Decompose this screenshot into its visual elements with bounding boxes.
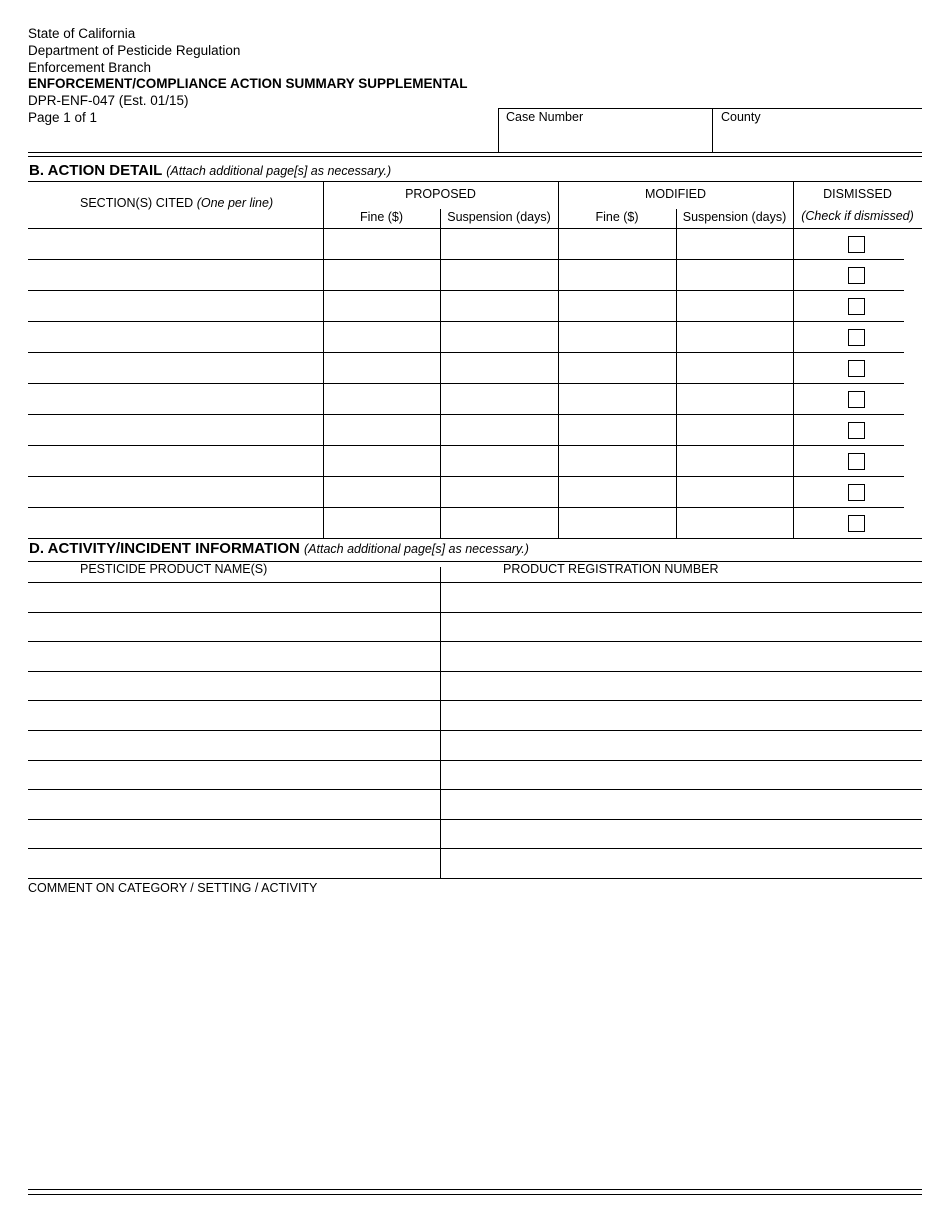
proposed-suspension-cell[interactable] bbox=[440, 228, 558, 259]
product-name-cell[interactable] bbox=[28, 848, 440, 878]
state-label: State of California bbox=[28, 26, 136, 41]
section-cited-cell[interactable] bbox=[28, 476, 323, 507]
proposed-fine-cell[interactable] bbox=[323, 414, 440, 445]
registration-number-cell[interactable] bbox=[440, 671, 922, 701]
section-d-bottom-rule bbox=[28, 878, 922, 879]
footer-divider bbox=[28, 1189, 922, 1190]
product-name-cell[interactable] bbox=[28, 582, 440, 612]
product-name-cell[interactable] bbox=[28, 760, 440, 790]
proposed-suspension-header: Suspension (days) bbox=[447, 210, 551, 224]
header-divider bbox=[28, 152, 922, 153]
modified-fine-header: Fine ($) bbox=[595, 210, 639, 224]
section-b-bottom-rule bbox=[28, 538, 922, 539]
department-label: Department of Pesticide Regulation bbox=[28, 43, 241, 58]
proposed-suspension-cell[interactable] bbox=[440, 383, 558, 414]
product-name-cell[interactable] bbox=[28, 730, 440, 760]
section-b-heading: B. ACTION DETAIL bbox=[29, 162, 163, 179]
dismissed-checkbox[interactable] bbox=[848, 453, 865, 470]
modified-suspension-cell[interactable] bbox=[676, 507, 793, 538]
section-cited-cell[interactable] bbox=[28, 507, 323, 538]
sections-cited-note: (One per line) bbox=[196, 196, 274, 210]
dismissed-checkbox[interactable] bbox=[848, 391, 865, 408]
modified-suspension-cell[interactable] bbox=[676, 228, 793, 259]
registration-number-cell[interactable] bbox=[440, 760, 922, 790]
proposed-header: PROPOSED bbox=[405, 187, 476, 201]
section-b-note: (Attach additional page[s] as necessary.) bbox=[166, 164, 392, 178]
registration-number-cell[interactable] bbox=[440, 612, 922, 642]
proposed-fine-cell[interactable] bbox=[323, 507, 440, 538]
branch-label: Enforcement Branch bbox=[28, 60, 152, 75]
proposed-fine-cell[interactable] bbox=[323, 445, 440, 476]
modified-fine-cell[interactable] bbox=[558, 321, 676, 352]
sections-cited-label: SECTION(S) CITED bbox=[80, 196, 194, 210]
modified-suspension-cell[interactable] bbox=[676, 414, 793, 445]
proposed-fine-cell[interactable] bbox=[323, 352, 440, 383]
modified-fine-cell[interactable] bbox=[558, 507, 676, 538]
section-cited-cell[interactable] bbox=[28, 290, 323, 321]
proposed-suspension-cell[interactable] bbox=[440, 321, 558, 352]
proposed-fine-cell[interactable] bbox=[323, 476, 440, 507]
county-field[interactable] bbox=[713, 108, 922, 152]
modified-fine-cell[interactable] bbox=[558, 476, 676, 507]
modified-fine-cell[interactable] bbox=[558, 383, 676, 414]
proposed-suspension-cell[interactable] bbox=[440, 290, 558, 321]
modified-suspension-header: Suspension (days) bbox=[682, 210, 787, 224]
registration-number-cell[interactable] bbox=[440, 700, 922, 730]
form-id: DPR-ENF-047 (Est. 01/15) bbox=[28, 93, 189, 108]
comment-field[interactable] bbox=[28, 898, 922, 1186]
proposed-fine-cell[interactable] bbox=[323, 321, 440, 352]
section-b-top-rule bbox=[28, 181, 922, 182]
proposed-suspension-cell[interactable] bbox=[440, 414, 558, 445]
product-name-header: PESTICIDE PRODUCT NAME(S) bbox=[80, 562, 268, 576]
section-cited-cell[interactable] bbox=[28, 352, 323, 383]
section-d-heading: D. ACTIVITY/INCIDENT INFORMATION bbox=[29, 540, 300, 557]
proposed-suspension-cell[interactable] bbox=[440, 507, 558, 538]
modified-suspension-cell[interactable] bbox=[676, 259, 793, 290]
proposed-suspension-cell[interactable] bbox=[440, 352, 558, 383]
modified-suspension-cell[interactable] bbox=[676, 445, 793, 476]
section-cited-cell[interactable] bbox=[28, 259, 323, 290]
county-label: County bbox=[721, 110, 761, 124]
modified-header: MODIFIED bbox=[644, 187, 707, 201]
registration-number-cell[interactable] bbox=[440, 730, 922, 760]
section-cited-cell[interactable] bbox=[28, 414, 323, 445]
proposed-fine-header: Fine ($) bbox=[359, 210, 404, 224]
dismissed-header: DISMISSED bbox=[823, 187, 892, 201]
section-cited-cell[interactable] bbox=[28, 228, 323, 259]
registration-number-cell[interactable] bbox=[440, 848, 922, 878]
dismissed-note: (Check if dismissed) bbox=[801, 209, 914, 223]
registration-number-cell[interactable] bbox=[440, 582, 922, 612]
modified-fine-cell[interactable] bbox=[558, 290, 676, 321]
col-divider bbox=[793, 181, 794, 538]
dismissed-checkbox[interactable] bbox=[848, 298, 865, 315]
product-name-cell[interactable] bbox=[28, 671, 440, 701]
dismissed-checkbox[interactable] bbox=[848, 484, 865, 501]
proposed-suspension-cell[interactable] bbox=[440, 476, 558, 507]
proposed-suspension-cell[interactable] bbox=[440, 259, 558, 290]
modified-fine-cell[interactable] bbox=[558, 259, 676, 290]
modified-fine-cell[interactable] bbox=[558, 445, 676, 476]
dismissed-checkbox[interactable] bbox=[848, 422, 865, 439]
header-divider-2 bbox=[28, 156, 922, 157]
modified-suspension-cell[interactable] bbox=[676, 321, 793, 352]
dismissed-checkbox[interactable] bbox=[848, 360, 865, 377]
page-indicator: Page 1 of 1 bbox=[28, 110, 98, 125]
registration-number-cell[interactable] bbox=[440, 819, 922, 849]
modified-fine-cell[interactable] bbox=[558, 414, 676, 445]
dismissed-checkbox[interactable] bbox=[848, 515, 865, 532]
registration-header: PRODUCT REGISTRATION NUMBER bbox=[503, 562, 719, 576]
product-name-cell[interactable] bbox=[28, 700, 440, 730]
product-name-cell[interactable] bbox=[28, 612, 440, 642]
section-cited-cell[interactable] bbox=[28, 383, 323, 414]
section-cited-cell[interactable] bbox=[28, 445, 323, 476]
form-title: ENFORCEMENT/COMPLIANCE ACTION SUMMARY SUPPLEMENTAL bbox=[28, 76, 468, 91]
proposed-fine-cell[interactable] bbox=[323, 290, 440, 321]
registration-number-cell[interactable] bbox=[440, 641, 922, 671]
product-name-cell[interactable] bbox=[28, 789, 440, 819]
modified-fine-cell[interactable] bbox=[558, 352, 676, 383]
product-name-cell[interactable] bbox=[28, 641, 440, 671]
modified-fine-cell[interactable] bbox=[558, 228, 676, 259]
product-name-cell[interactable] bbox=[28, 819, 440, 849]
section-d-title bbox=[29, 540, 529, 557]
proposed-suspension-cell[interactable] bbox=[440, 445, 558, 476]
modified-suspension-cell[interactable] bbox=[676, 383, 793, 414]
dismissed-checkbox[interactable] bbox=[848, 236, 865, 253]
dismissed-checkbox[interactable] bbox=[848, 329, 865, 346]
proposed-fine-cell[interactable] bbox=[323, 228, 440, 259]
registration-number-cell[interactable] bbox=[440, 789, 922, 819]
section-d-note: (Attach additional page[s] as necessary.) bbox=[304, 542, 529, 556]
modified-suspension-cell[interactable] bbox=[676, 352, 793, 383]
footer-divider-2 bbox=[28, 1194, 922, 1195]
proposed-fine-cell[interactable] bbox=[323, 259, 440, 290]
section-b-title bbox=[29, 162, 391, 179]
case-number-field[interactable] bbox=[498, 108, 713, 152]
comment-label: COMMENT ON CATEGORY / SETTING / ACTIVITY bbox=[28, 881, 318, 895]
modified-suspension-cell[interactable] bbox=[676, 476, 793, 507]
dismissed-checkbox[interactable] bbox=[848, 267, 865, 284]
section-cited-cell[interactable] bbox=[28, 321, 323, 352]
proposed-fine-cell[interactable] bbox=[323, 383, 440, 414]
modified-suspension-cell[interactable] bbox=[676, 290, 793, 321]
case-number-label: Case Number bbox=[506, 110, 584, 124]
sections-cited-header bbox=[80, 196, 273, 210]
